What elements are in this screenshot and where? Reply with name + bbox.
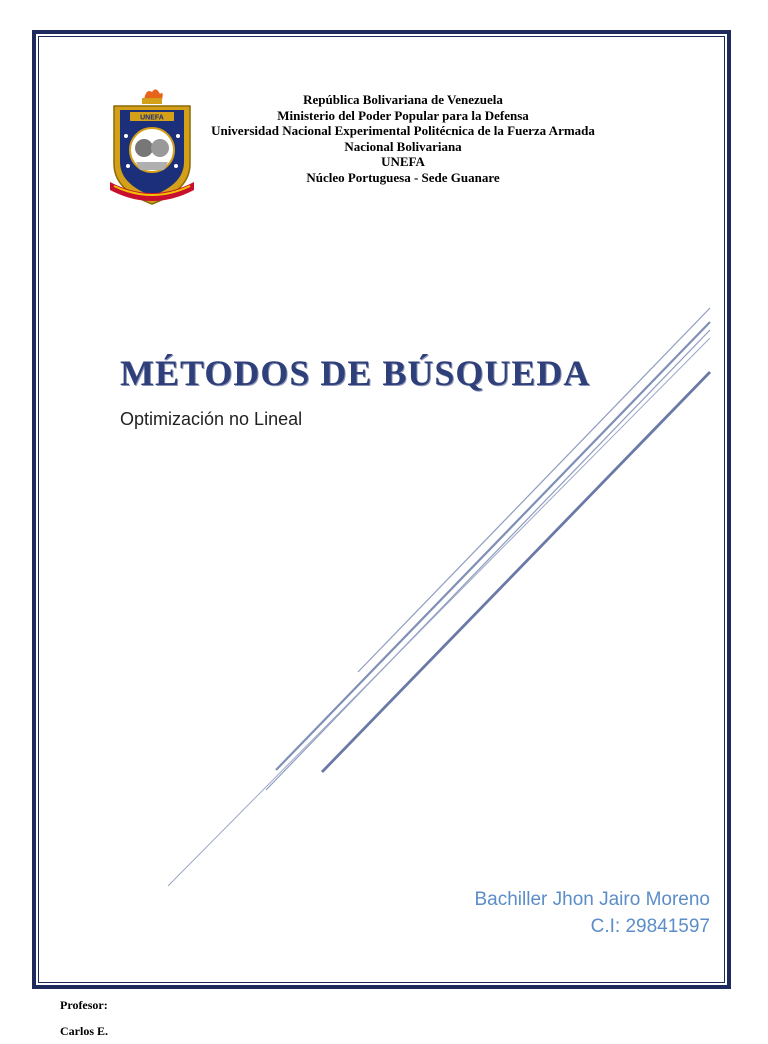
header-line: Universidad Nacional Experimental Politécnica de la Fuerza Armada bbox=[211, 123, 595, 138]
document-subtitle: Optimización no Lineal bbox=[120, 409, 303, 429]
decorative-line bbox=[266, 330, 710, 790]
header-line: UNEFA bbox=[381, 154, 425, 169]
header-line: Ministerio del Poder Popular para la Defensa bbox=[277, 107, 529, 123]
decorative-line bbox=[276, 322, 710, 770]
author-block bbox=[474, 886, 710, 940]
header-line: Núcleo Portuguesa - Sede Guanare bbox=[306, 169, 500, 185]
professor-name: Carlos E. bbox=[60, 1024, 108, 1038]
decorative-line bbox=[358, 308, 710, 672]
decorative-line bbox=[322, 372, 710, 772]
logo-label: UNEFA bbox=[140, 114, 164, 122]
author-id: C.I: 29841597 bbox=[590, 916, 710, 937]
professor-label: Profesor: bbox=[60, 998, 108, 1012]
document-title: MÉTODOS DE BÚSQUEDA bbox=[120, 353, 591, 393]
author-name: Bachiller Jhon Jairo Moreno bbox=[474, 889, 710, 910]
professor-block bbox=[60, 992, 108, 1044]
header-line: Nacional Bolivariana bbox=[344, 138, 462, 154]
header-line: República Bolivariana de Venezuela bbox=[303, 92, 503, 107]
decorative-line bbox=[168, 338, 710, 886]
